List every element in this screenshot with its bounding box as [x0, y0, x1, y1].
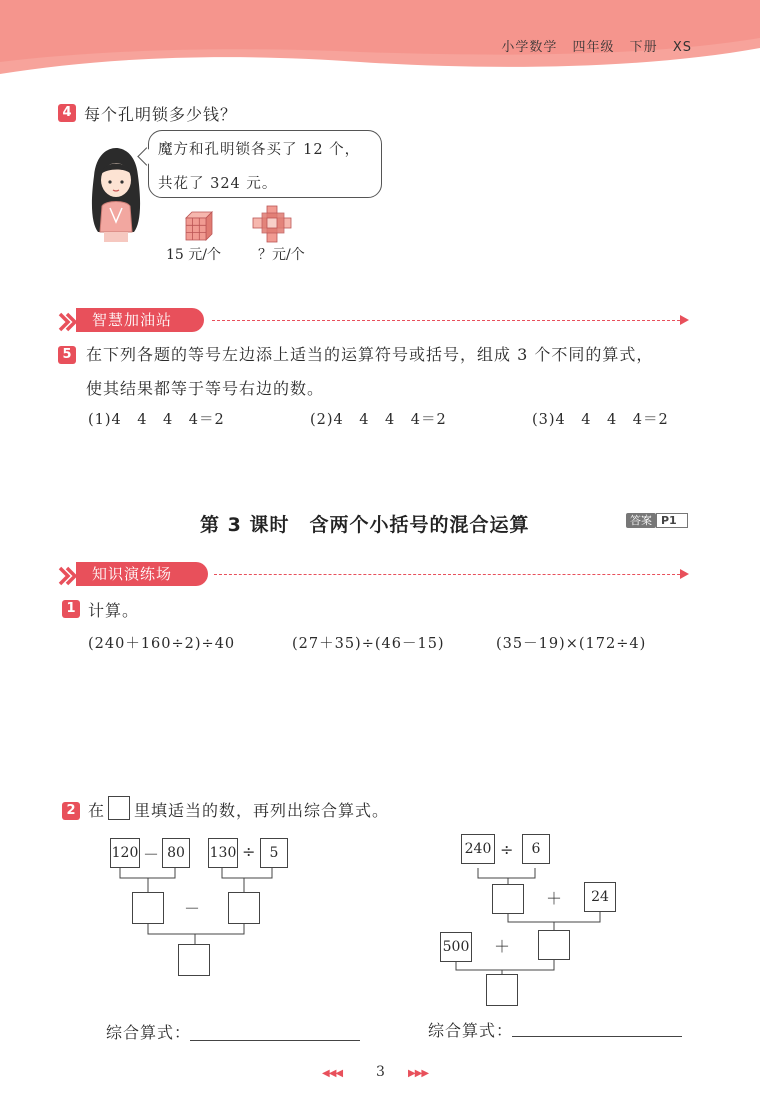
- question-5-line-1: 在下列各题的等号左边添上适当的运算符号或括号，组成 3 个不同的算式，: [86, 345, 654, 364]
- q1-expression-2: (27＋35)÷(46－15): [292, 636, 445, 652]
- right-tree-connectors: [440, 860, 640, 990]
- q5-item-3: (3)4 4 4 4＝2: [532, 412, 669, 428]
- question-5-number: 5: [58, 346, 76, 364]
- q5-item-2: (2)4 4 4 4＝2: [310, 412, 447, 428]
- question-2-text-after: 里填适当的数，再列出综合算式。: [134, 801, 390, 820]
- edition-label: XS: [672, 40, 692, 55]
- page-number: 3: [376, 1064, 385, 1080]
- right-operator-mid: ＋: [546, 889, 563, 908]
- grade-label: 四年级: [572, 40, 615, 55]
- right-answer-box-final[interactable]: [486, 974, 518, 1006]
- left-number-box-4: 5: [260, 838, 288, 868]
- left-formula-label: 综合算式：: [106, 1023, 192, 1042]
- right-number-box-1: 240: [461, 834, 495, 864]
- next-page-arrows-icon[interactable]: ▶▶▶: [408, 1068, 429, 1079]
- lock-price: ？元/个: [258, 247, 305, 263]
- banner-practice-label: 知识演练场: [92, 565, 173, 583]
- bubble-line-1: 魔方和孔明锁各买了 12 个，: [158, 142, 361, 158]
- rubiks-cube-icon: [180, 210, 216, 244]
- right-formula-label: 综合算式：: [428, 1021, 514, 1040]
- left-number-box-2: 80: [162, 838, 190, 868]
- left-answer-box-final[interactable]: [178, 944, 210, 976]
- header-info: [491, 36, 692, 55]
- left-operator-2: ÷: [242, 842, 256, 861]
- lesson-title: 第 3 课时 含两个小括号的混合运算: [200, 514, 530, 536]
- bubble-line-2: 共花了 324 元。: [158, 176, 278, 192]
- banner-2-arrow-icon: [680, 569, 689, 579]
- left-answer-box-2[interactable]: [228, 892, 260, 924]
- right-operator-1: ÷: [500, 840, 514, 859]
- banner-smart-station-label: 智慧加油站: [92, 311, 173, 329]
- right-number-box-2: 6: [522, 834, 550, 864]
- left-number-box-3: 130: [208, 838, 238, 868]
- banner-1-arrow-icon: [680, 315, 689, 325]
- question-4-number: 4: [58, 104, 76, 122]
- question-2-text-before: 在: [88, 801, 106, 820]
- right-number-box-4: 500: [440, 932, 472, 962]
- q5-item-1: (1)4 4 4 4＝2: [88, 412, 225, 428]
- right-operator-bottom: ＋: [494, 937, 511, 956]
- question-1-number: 1: [62, 600, 80, 618]
- banner-2-dash-line: [214, 574, 680, 575]
- volume-label: 下册: [629, 40, 658, 55]
- book-title: 小学数学: [501, 40, 558, 55]
- right-answer-box-1[interactable]: [492, 884, 524, 914]
- question-1-text: 计算。: [88, 601, 140, 620]
- question-5-line-2: 使其结果都等于等号右边的数。: [86, 379, 325, 398]
- question-4-text: 每个孔明锁多少钱？: [84, 105, 238, 124]
- right-answer-box-2[interactable]: [538, 930, 570, 960]
- kongming-lock-icon: [250, 204, 296, 244]
- prev-page-arrows-icon[interactable]: ◀◀◀: [322, 1068, 343, 1079]
- left-formula-line[interactable]: [190, 1040, 360, 1041]
- left-answer-box-1[interactable]: [132, 892, 164, 924]
- example-blank-box: [108, 796, 130, 820]
- q1-expression-1: (240＋160÷2)÷40: [88, 636, 236, 652]
- banner-1-dash-line: [212, 320, 680, 321]
- answer-page: P1: [656, 513, 688, 528]
- left-operator-mid: －: [184, 899, 201, 918]
- question-2-number: 2: [62, 802, 80, 820]
- right-formula-line[interactable]: [512, 1036, 682, 1037]
- answer-reference[interactable]: [626, 512, 688, 528]
- right-number-box-3: 24: [584, 882, 616, 912]
- left-number-box-1: 120: [110, 838, 140, 868]
- cube-price: 15 元/个: [166, 247, 221, 263]
- left-operator-1: －: [143, 845, 160, 864]
- answer-label: 答案: [626, 513, 656, 528]
- q1-expression-3: (35－19)×(172÷4): [496, 636, 647, 652]
